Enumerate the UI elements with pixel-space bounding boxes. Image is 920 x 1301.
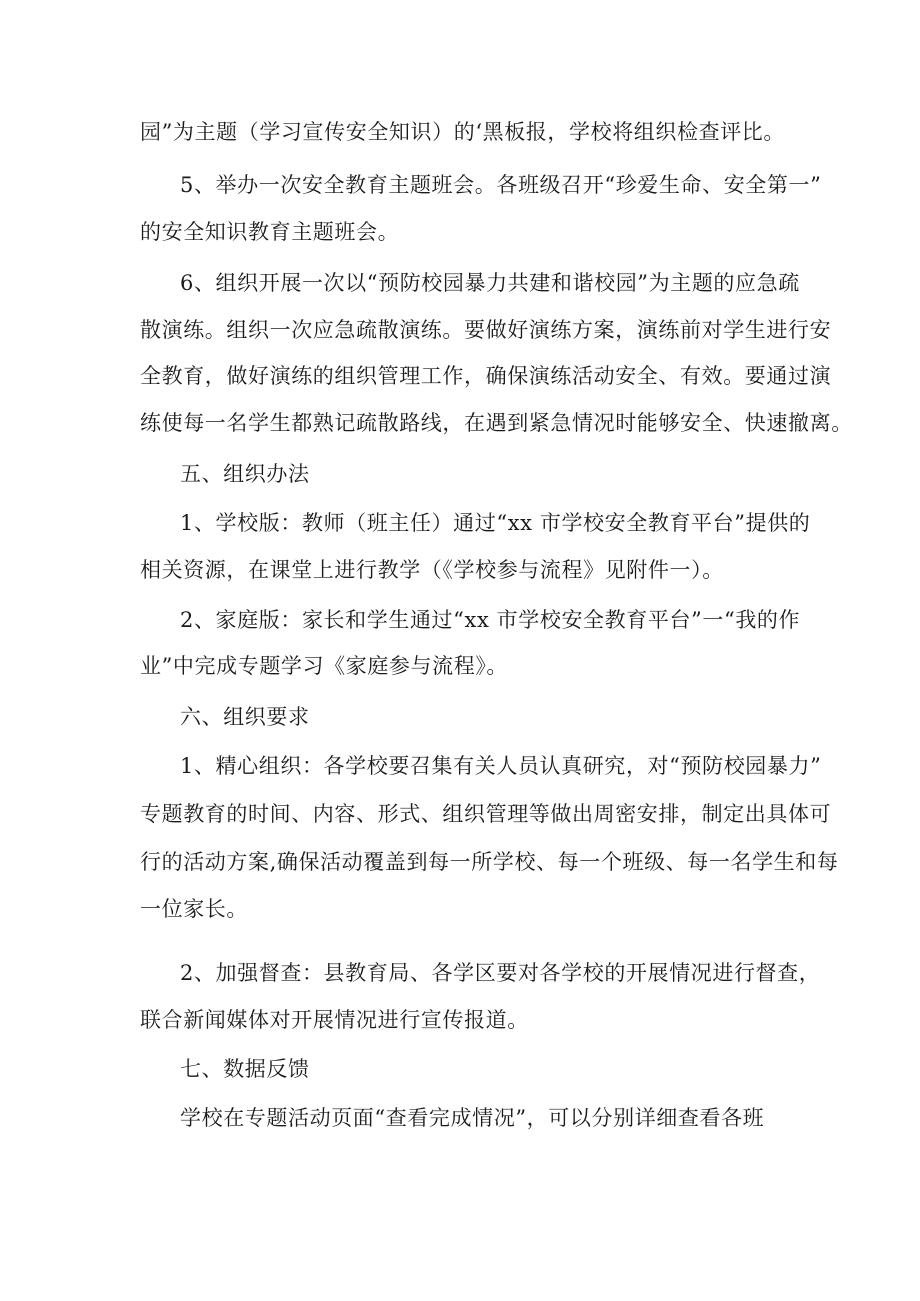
section-heading: 六、组织要求: [180, 705, 310, 729]
text-line: 园”为主题（学习宣传安全知识）的‘黑板报，学校将组织检查评比。: [140, 120, 786, 144]
section-heading: 五、组织办法: [180, 462, 310, 486]
text-line: 2、加强督查：县教育局、各学区要对各学校的开展情况进行督查，: [180, 961, 821, 985]
text-line: 1、精心组织：各学校要召集有关人员认真研究，对“预防校园暴力”: [180, 754, 822, 778]
text-line: 联合新闻媒体对开展情况进行宣传报道。: [140, 1008, 529, 1032]
text-line: 相关资源，在课堂上进行教学（《学校参与流程》见附件一）。: [140, 558, 724, 582]
text-line: 2、家庭版：家长和学生通过“xx 市学校安全教育平台”一“我的作: [180, 608, 801, 632]
text-line: 行的活动方案,确保活动覆盖到每一所学校、每一个班级、每一名学生和每: [140, 850, 839, 874]
text-line: 一位家长。: [140, 897, 248, 921]
section-heading: 七、数据反馈: [180, 1057, 310, 1081]
text-line: 5、举办一次安全教育主题班会。各班级召开“珍爱生命、安全第一”: [180, 173, 822, 197]
text-line: 6、组织开展一次以“预防校园暴力共建和谐校园”为主题的应急疏: [180, 271, 800, 295]
text-line: 学校在专题活动页面“查看完成情况”，可以分别详细查看各班: [180, 1106, 765, 1130]
text-line: 散演练。组织一次应急疏散演练。要做好演练方案，演练前对学生进行安: [140, 318, 832, 342]
text-line: 练使每一名学生都熟记疏散路线，在遇到紧急情况时能够安全、快速撤离。: [140, 411, 853, 435]
text-line: 业”中完成专题学习《家庭参与流程》。: [140, 654, 509, 678]
text-line: 的安全知识教育主题班会。: [140, 220, 400, 244]
text-line: 全教育，做好演练的组织管理工作，确保演练活动安全、有效。要通过演: [140, 364, 832, 388]
text-line: 1、学校版：教师（班主任）通过“xx 市学校安全教育平台”提供的: [180, 511, 811, 535]
text-line: 专题教育的时间、内容、形式、组织管理等做出周密安排，制定出具体可: [140, 802, 832, 826]
